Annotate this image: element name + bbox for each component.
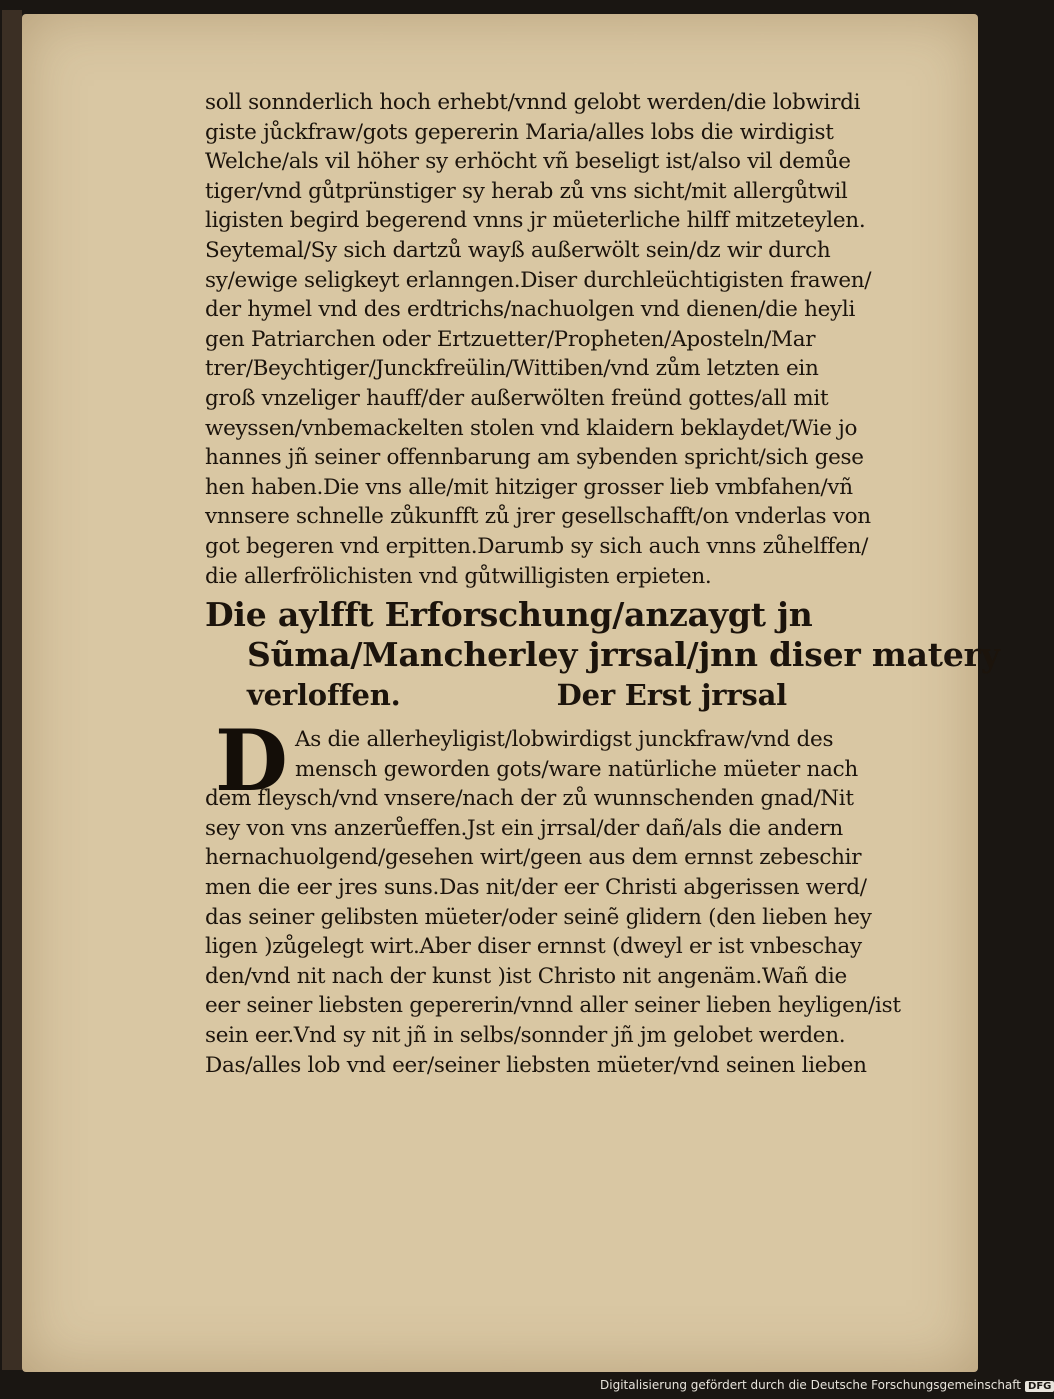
- dfg-logo: DFG: [1025, 1381, 1054, 1392]
- text-line: der hymel vnd des erdtrichs/nachuolgen vnd dienen/die heyli: [205, 297, 856, 323]
- text-line: hannes jñ seiner offennbarung am sybenden spricht/sich gese: [205, 445, 864, 471]
- text-line: soll sonnderlich hoch erhebt/vnnd gelobt werden/die lobwirdi: [205, 90, 861, 115]
- text-line: gen Patriarchen oder Ertzuetter/Propheten/Aposteln/Mar: [205, 326, 816, 352]
- paragraph-1: [205, 88, 925, 591]
- text-line: giste jůckfraw/gots gepererin Maria/alles lobs die wirdigist: [205, 119, 834, 145]
- text-line: vnnsere schnelle zůkunfft zů jrer gesellschafft/on vnderlas von: [205, 504, 871, 530]
- text-line: mensch geworden gots/ware natürliche müeter nach: [295, 756, 858, 782]
- decorated-initial: D: [215, 711, 288, 811]
- heading-line-3: [205, 675, 787, 715]
- text-line: ligisten begird begerend vnns jr müeterliche hilff mitzeteylen.: [205, 208, 866, 234]
- text-line: Seytemal/Sy sich dartzů wayß außerwölt sein/dz wir durch: [205, 237, 831, 263]
- text-line: Das/alles lob vnd eer/seiner liebsten müeter/vnd seinen lieben: [205, 1052, 867, 1078]
- text-line: sy/ewige seligkeyt erlanngen.Diser durchleüchtigisten frawen/: [205, 267, 872, 293]
- credit-text: Digitalisierung gefördert durch die Deutsche Forschungsgemeinschaft: [600, 1378, 1022, 1392]
- text-line: den/vnd nit nach der kunst )ist Christo nit angenäm.Wañ die: [205, 963, 847, 989]
- text-line: weyssen/vnbemackelten stolen vnd klaidern beklaydet/Wie jo: [205, 415, 858, 441]
- text-line: groß vnzeliger hauff/der außerwölten freünd gottes/all mit: [205, 385, 829, 411]
- text-line: hen haben.Die vns alle/mit hitziger grosser lieb vmbfahen/vñ: [205, 474, 853, 500]
- text-line: sey von vns anzerůeffen.Jst ein jrrsal/der dañ/als die andern: [205, 815, 843, 841]
- text-line: eer seiner liebsten gepererin/vnnd aller seiner lieben heyligen/ist: [205, 993, 901, 1019]
- paragraph-2: [205, 711, 925, 1080]
- digitization-credit: [600, 1378, 1052, 1392]
- text-line: tiger/vnd gůtprünstiger sy herab zů vns sicht/mit allergůtwil: [205, 178, 848, 204]
- heading-line-1: Die aylfft Erforschung/anzaygt jn: [205, 595, 813, 635]
- text-line: As die allerheyligist/lobwirdigst junckfraw/vnd des: [295, 727, 834, 753]
- subheading-first-error: Der Erst jrrsal: [556, 678, 787, 713]
- heading-line-3-left: verloffen.: [247, 678, 401, 713]
- text-line: die allerfrölichisten vnd gůtwilligisten erpieten.: [205, 563, 712, 589]
- text-line: Welche/als vil höher sy erhöcht vñ beseligt ist/also vil demůe: [205, 149, 851, 175]
- text-line: das seiner gelibsten müeter/oder seinẽ glidern (den lieben hey: [205, 904, 872, 930]
- text-line: got begeren vnd erpitten.Darumb sy sich auch vnns zůhelffen/: [205, 533, 869, 559]
- book-spine-edge: [2, 10, 22, 1370]
- heading-line-2: Sũma/Mancherley jrrsal/jnn diser matery: [247, 635, 1000, 675]
- text-line: trer/Beychtiger/Junckfreülin/Wittiben/vnd zům letzten ein: [205, 356, 819, 382]
- section-heading: [205, 595, 1000, 715]
- text-line: sein eer.Vnd sy nit jñ in selbs/sonnder jñ jm gelobet werden.: [205, 1023, 846, 1049]
- text-line: hernachuolgend/gesehen wirt/geen aus dem ernnst zebeschir: [205, 845, 862, 871]
- page-text-block: [205, 88, 1000, 1080]
- text-line: men die eer jres suns.Das nit/der eer Christi abgerissen werd/: [205, 875, 867, 901]
- text-line: ligen )zůgelegt wirt.Aber diser ernnst (dweyl er ist vnbeschay: [205, 934, 862, 960]
- text-line: dem fleysch/vnd vnsere/nach der zů wunnschenden gnad/Nit: [205, 786, 854, 812]
